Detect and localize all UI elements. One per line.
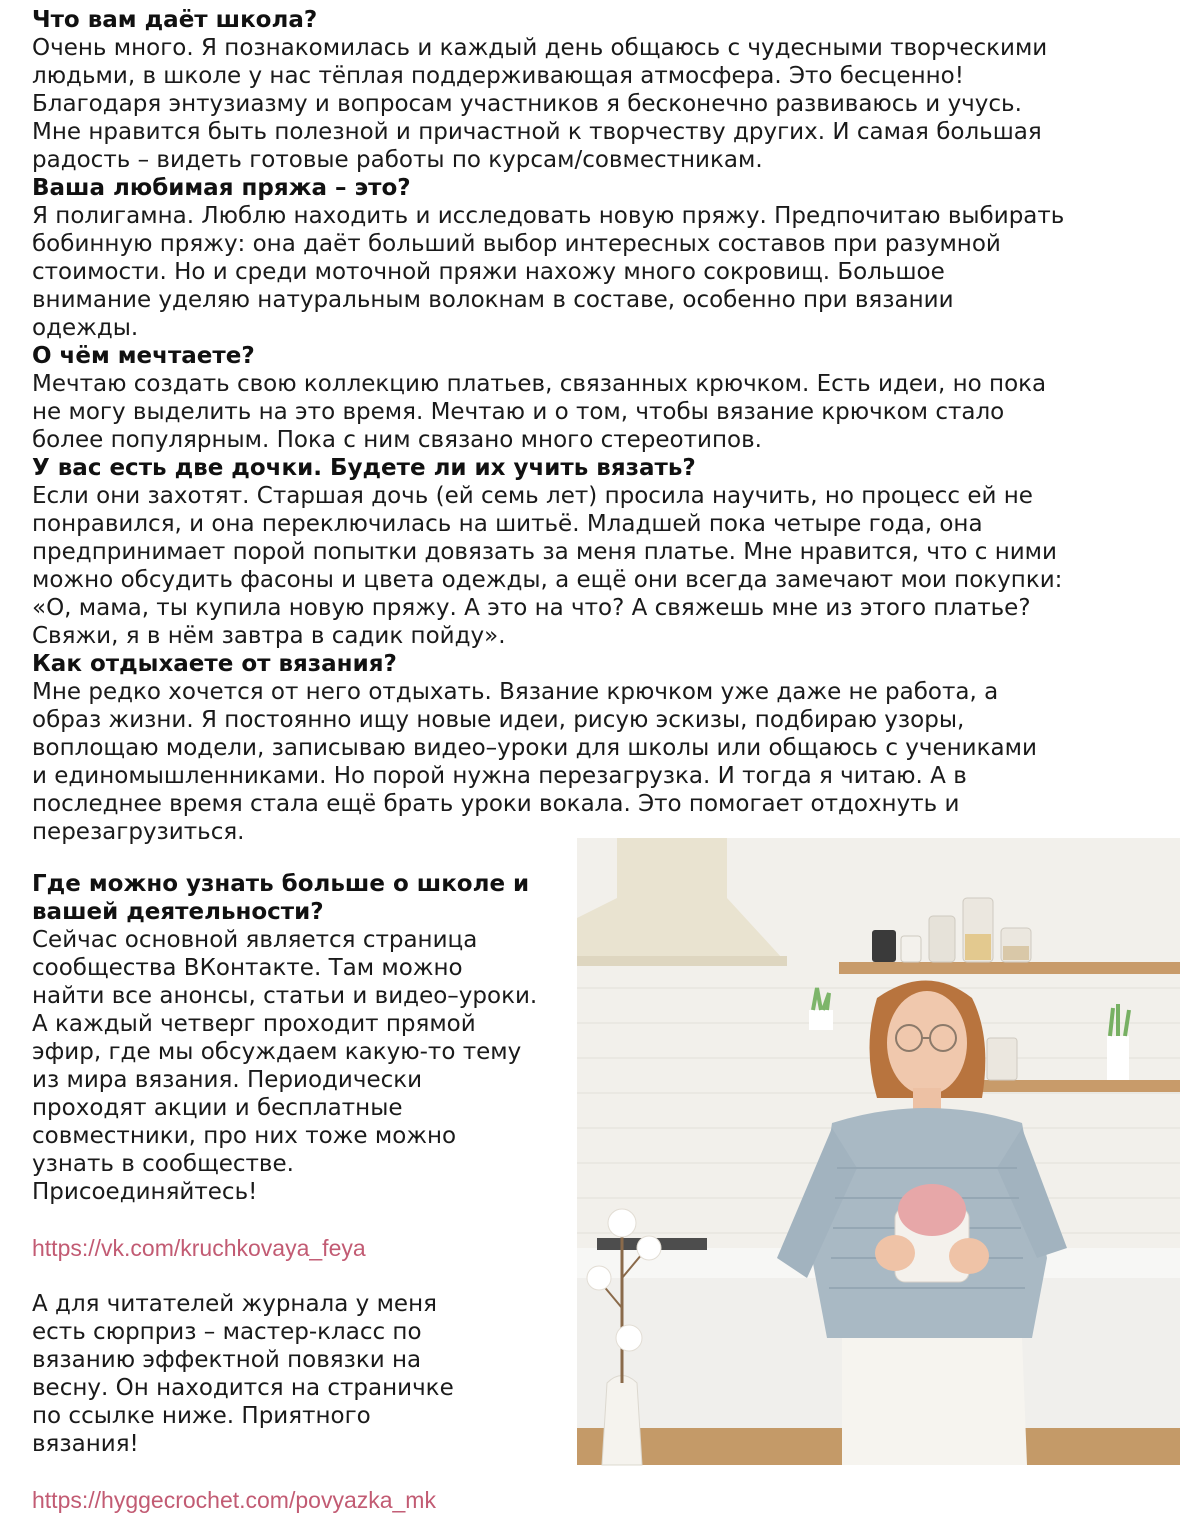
answer-line: найти все анонсы, статьи и видео–уроки. (32, 983, 538, 1009)
answer-line: можно обсудить фасоны и цвета одежды, а ещё они всегда замечают мои покупки: (32, 567, 1063, 593)
answer-line: образ жизни. Я постоянно ищу новые идеи, рисую эскизы, подбираю узоры, (32, 707, 965, 733)
question-line: вашей деятельности? (32, 899, 324, 925)
answer-line: А каждый четверг проходит прямой (32, 1011, 476, 1037)
answer-line: Я полигамна. Люблю находить и исследовать новую пряжу. Предпочитаю выбирать (32, 203, 1065, 229)
answer-line: не могу выделить на это время. Мечтаю и о том, чтобы вязание крючком стало (32, 399, 1005, 425)
question-3: О чём мечтаете? (32, 343, 255, 369)
answer-5 (32, 678, 1172, 846)
outro-line: есть сюрприз – мастер-класс по (32, 1319, 422, 1345)
answer-line: из мира вязания. Периодически (32, 1067, 423, 1093)
answer-line: предпринимает порой попытки довязать за меня платье. Мне нравится, что с ними (32, 539, 1057, 565)
answer-line: сообщества ВКонтакте. Там можно (32, 955, 463, 981)
answer-4 (32, 482, 1172, 650)
answer-line: Мне редко хочется от него отдыхать. Вязание крючком уже даже не работа, а (32, 679, 999, 705)
answer-line: Присоединяйтесь! (32, 1179, 258, 1205)
answer-6 (32, 926, 572, 1206)
vk-community-link[interactable]: https://vk.com/kruchkovaya_feya (32, 1235, 366, 1261)
question-2: Ваша любимая пряжа – это? (32, 175, 411, 201)
answer-line: Мне нравится быть полезной и причастной к творчеству других. И самая большая (32, 119, 1042, 145)
answer-line: последнее время стала ещё брать уроки вокала. Это помогает отдохнуть и (32, 791, 960, 817)
answer-line: эфир, где мы обсуждаем какую-то тему (32, 1039, 522, 1065)
answer-line: Свяжи, я в нём завтра в садик пойду». (32, 623, 506, 649)
answer-line: одежды. (32, 315, 139, 341)
answer-line: совместники, про них тоже можно (32, 1123, 457, 1149)
answer-line: и единомышленниками. Но порой нужна перезагрузка. И тогда я читаю. А в (32, 763, 967, 789)
answer-line: внимание уделяю натуральным волокнам в составе, особенно при вязании (32, 287, 954, 313)
question-1: Что вам даёт школа? (32, 7, 318, 33)
answer-line: «О, мама, ты купила новую пряжу. А это на что? А свяжешь мне из этого платье? (32, 595, 1031, 621)
answer-line: понравился, и она переключилась на шитьё. Младшей пока четыре года, она (32, 511, 983, 537)
outro-line: по ссылке ниже. Приятного (32, 1403, 371, 1429)
question-6 (32, 870, 572, 926)
masterclass-link[interactable]: https://hyggecrochet.com/povyazka_mk (32, 1487, 436, 1513)
outro-line: весну. Он находится на страничке (32, 1375, 454, 1401)
answer-line: Благодаря энтузиазму и вопросам участников я бесконечно развиваюсь и учусь. (32, 91, 1022, 117)
answer-line: бобинную пряжу: она даёт больший выбор интересных составов при разумной (32, 231, 1001, 257)
question-5: Как отдыхаете от вязания? (32, 651, 397, 677)
answer-line: радость – видеть готовые работы по курсам/совместникам. (32, 147, 763, 173)
answer-line: воплощаю модели, записываю видео–уроки для школы или общаюсь с учениками (32, 735, 1037, 761)
question-4: У вас есть две дочки. Будете ли их учить вязать? (32, 455, 696, 481)
answer-line: узнать в сообществе. (32, 1151, 294, 1177)
answer-line: Если они захотят. Старшая дочь (ей семь лет) просила научить, но процесс ей не (32, 483, 1033, 509)
answer-line: Сейчас основной является страница (32, 927, 478, 953)
answer-2 (32, 202, 1172, 342)
answer-line: стоимости. Но и среди моточной пряжи нахожу много сокровищ. Большое (32, 259, 945, 285)
outro-text (32, 1290, 572, 1458)
kitchen-portrait-photo (577, 838, 1180, 1465)
answer-line: людьми, в школе у нас тёплая поддерживающая атмосфера. Это бесценно! (32, 63, 964, 89)
answer-1 (32, 34, 1172, 174)
school-info-column (32, 870, 572, 1514)
answer-line: перезагрузиться. (32, 819, 245, 845)
interview-qa (32, 6, 1172, 846)
answer-3 (32, 370, 1172, 454)
answer-line: более популярным. Пока с ним связано много стереотипов. (32, 427, 762, 453)
outro-line: А для читателей журнала у меня (32, 1291, 437, 1317)
answer-line: Мечтаю создать свою коллекцию платьев, связанных крючком. Есть идеи, но пока (32, 371, 1047, 397)
answer-line: проходят акции и бесплатные (32, 1095, 403, 1121)
outro-line: вязания! (32, 1431, 139, 1457)
answer-line: Очень много. Я познакомилась и каждый день общаюсь с чудесными творческими (32, 35, 1048, 61)
outro-line: вязанию эффектной повязки на (32, 1347, 422, 1373)
question-line: Где можно узнать больше о школе и (32, 871, 530, 897)
